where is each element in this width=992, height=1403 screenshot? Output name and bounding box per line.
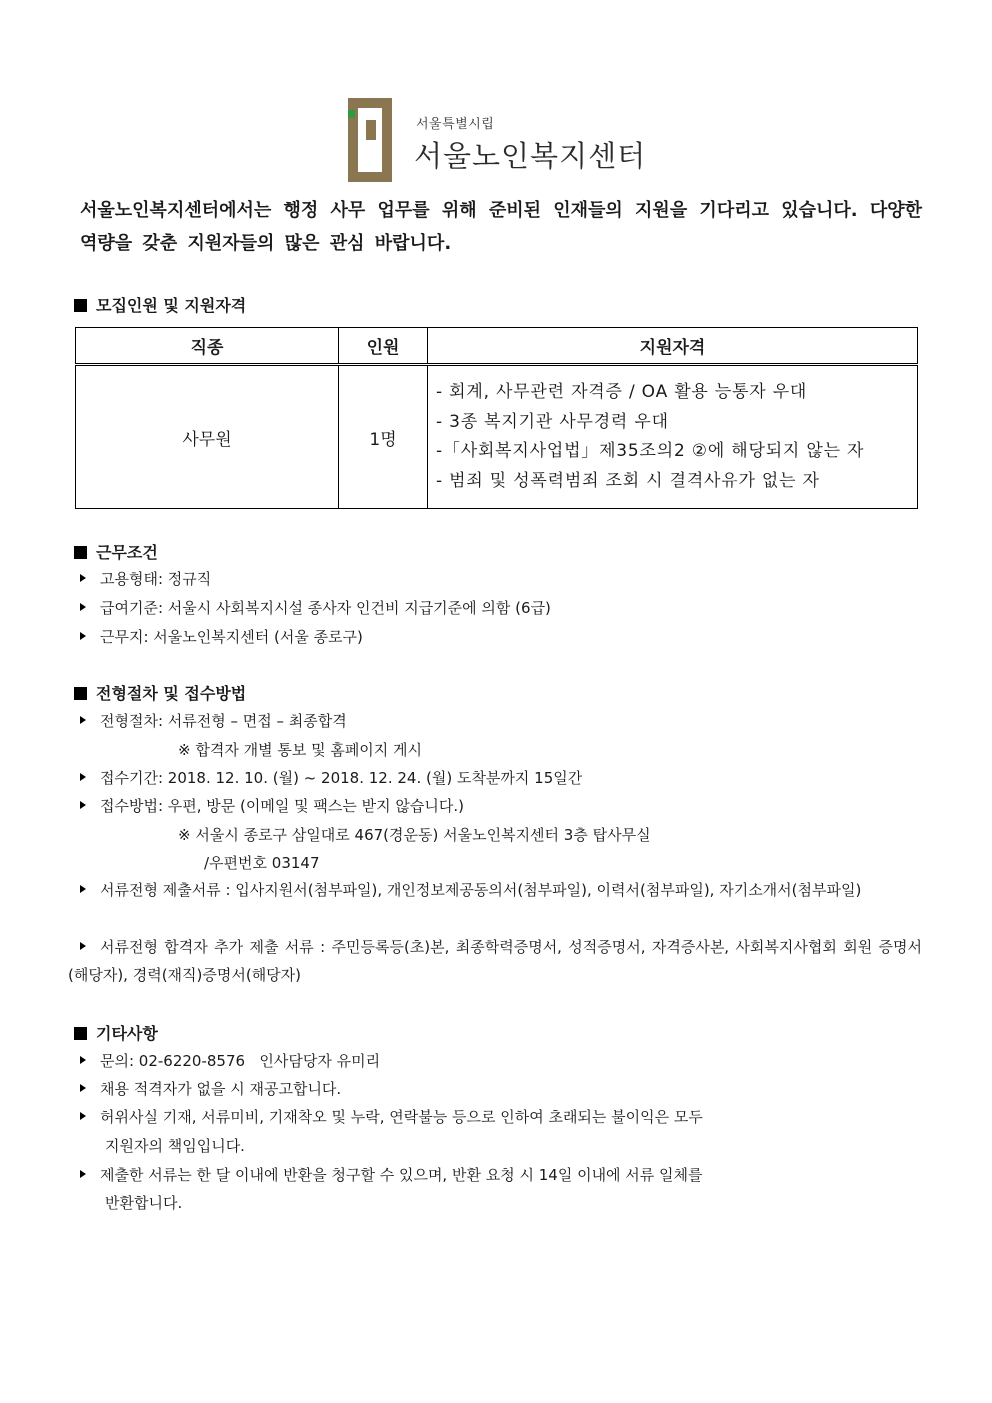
bullet-triangle-icon <box>80 773 86 781</box>
recruit-table <box>75 327 918 509</box>
bullet-triangle-icon <box>80 885 86 893</box>
section-heading-conditions <box>74 540 158 563</box>
bullet-triangle-icon <box>80 942 86 950</box>
bullet-triangle-icon <box>80 716 86 724</box>
qualification-cell <box>428 365 918 509</box>
list-item: 제출한 서류는 한 달 이내에 반환을 청구할 수 있으며, 반환 요청 시 14일 이내에 서류 일체를 <box>80 1164 703 1185</box>
logo-title: 서울노인복지센터 <box>414 139 647 173</box>
section-title: 근무조건 <box>96 543 158 562</box>
qualification-item: - 범죄 및 성폭력범죄 조회 시 결격사유가 없는 자 <box>436 470 820 491</box>
list-item: 급여기준: 서울시 사회복지시설 종사자 인건비 지급기준에 의함 (6급) <box>80 597 551 618</box>
bullet-triangle-icon <box>80 1084 86 1092</box>
column-header-count: 인원 <box>339 328 428 365</box>
note-text: ※ 합격자 개별 통보 및 홈페이지 게시 <box>178 741 423 759</box>
table-row <box>76 365 918 509</box>
list-item-continuation: 반환합니다. <box>105 1194 183 1212</box>
note-text: ※ 서울시 종로구 삼일대로 467(경운동) 서울노인복지센터 3층 탑사무실 <box>178 826 651 844</box>
section-title: 기타사항 <box>96 1024 158 1043</box>
bullet-triangle-icon <box>80 1056 86 1064</box>
bullet-square-icon <box>74 1027 87 1040</box>
list-item: 채용 적격자가 없을 시 재공고합니다. <box>80 1078 341 1099</box>
list-item-additional-documents: 서류전형 합격자 추가 제출 서류 : 주민등록등(초)본, 최종학력증명서, 성적증명서, 자격증사본, 사회복지사협회 회원 증명서(해당자), 경력(재직)증명서(해당자) <box>68 938 922 984</box>
section-heading-etc <box>74 1021 158 1044</box>
bullet-triangle-icon <box>80 603 86 611</box>
column-header-qualification: 지원자격 <box>428 328 918 365</box>
count-cell: 1명 <box>339 365 428 509</box>
list-item: 전형절차: 서류전형 – 면접 – 최종합격 <box>80 710 347 731</box>
qualification-item: - 3종 복지기관 사무경력 우대 <box>436 411 669 432</box>
qualification-item: -「사회복지사업법」제35조의2 ②에 해당되지 않는 자 <box>436 441 865 461</box>
bullet-triangle-icon <box>80 632 86 640</box>
job-cell: 사무원 <box>76 365 339 509</box>
bullet-triangle-icon <box>80 1170 86 1178</box>
logo-subtitle: 서울특별시립 <box>416 117 495 132</box>
list-item: 근무지: 서울노인복지센터 (서울 종로구) <box>80 626 363 647</box>
list-item: 문의: 02-6220-8576 인사담당자 유미리 <box>80 1050 380 1071</box>
section-heading-process <box>74 681 246 704</box>
bullet-triangle-icon <box>80 1112 86 1120</box>
table-header-row <box>76 328 918 365</box>
bullet-triangle-icon <box>80 801 86 809</box>
bullet-square-icon <box>74 687 87 700</box>
section-heading-recruit <box>74 293 246 316</box>
intro-paragraph: 서울노인복지센터에서는 행정 사무 업무를 위해 준비된 인재들의 지원을 기다리고 있습니다. 다양한 역량을 갖춘 지원자들의 많은 관심 바랍니다. <box>80 200 922 254</box>
bullet-square-icon <box>74 546 87 559</box>
list-item: 고용형태: 정규직 <box>80 568 211 589</box>
bullet-triangle-icon <box>80 574 86 582</box>
column-header-job: 직종 <box>76 328 339 365</box>
logo-emblem-icon <box>346 96 394 184</box>
list-item-documents: 서류전형 제출서류 : 입사지원서(첨부파일), 개인정보제공동의서(첨부파일), 이력서(첨부파일), 자기소개서(첨부파일) <box>68 876 922 904</box>
list-item: 접수기간: 2018. 12. 10. (월) ~ 2018. 12. 24. (월) 도착분까지 15일간 <box>80 767 582 788</box>
bullet-square-icon <box>74 299 87 312</box>
note-text: /우편번호 03147 <box>204 854 320 872</box>
list-item: 허위사실 기재, 서류미비, 기재착오 및 누락, 연락불능 등으로 인하여 초래되는 불이익은 모두 <box>80 1106 703 1127</box>
list-item: 접수방법: 우편, 방문 (이메일 및 팩스는 받지 않습니다.) <box>80 795 464 816</box>
list-item-continuation: 지원자의 책임입니다. <box>105 1137 245 1155</box>
qualification-item: - 회계, 사무관련 자격증 / OA 활용 능통자 우대 <box>436 382 808 402</box>
section-title: 전형절차 및 접수방법 <box>96 684 247 703</box>
organization-logo <box>346 96 656 188</box>
section-title: 모집인원 및 지원자격 <box>96 296 247 315</box>
